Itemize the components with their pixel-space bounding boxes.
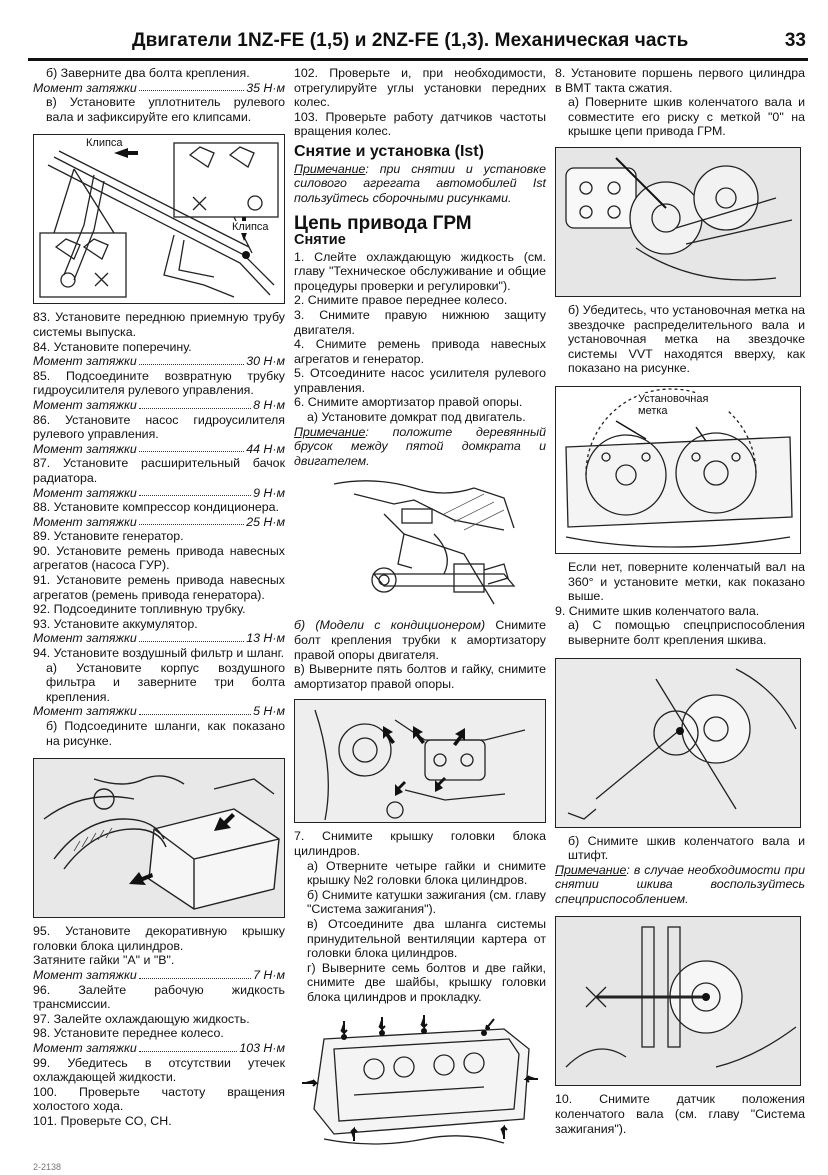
step-text: 97. Залейте охлаждающую жидкость. xyxy=(33,1011,250,1026)
step-text: 92. Подсоедините топливную трубку. xyxy=(33,602,246,617)
label-clip-top: Клипса xyxy=(86,137,123,150)
note: Примечание: положите деревянный брусок между пятой домкрата и двигателем. xyxy=(294,424,546,468)
figure-air-filter-drawing xyxy=(34,759,284,917)
step-text: 88. Установите компрессор кондиционера. xyxy=(33,500,279,515)
figure-head-cover-drawing xyxy=(294,1009,546,1149)
step-text: б) (Модели с кондиционером) Снимите болт крепления трубки к амортизатору правой опоры двигателя. xyxy=(294,618,546,662)
figure-clips xyxy=(33,134,285,304)
torque-spec: Момент затяжки 25 Н·м xyxy=(33,514,285,529)
step-text: б) Подсоедините шланги, как показано на рисунке. xyxy=(46,719,285,748)
figure-air-filter xyxy=(33,758,285,918)
step-text: 85. Подсоедините возвратную трубку гидроусилителя рулевого управления. xyxy=(33,368,285,398)
subheading-removal: Снятие xyxy=(294,231,346,248)
step-text: в) Отсоедините два шланга системы принудительной вентиляции картера от головки блока цилиндров. xyxy=(307,916,546,961)
step-text: 3. Снимите правую нижнюю защиту двигателя. xyxy=(294,307,546,337)
step-text: 9. Снимите шкив коленчатого вала. xyxy=(555,603,760,618)
step-text: г) Выверните семь болтов и две гайки, снимите две шайбы, крышку головки блока цилиндров и прокладку. xyxy=(307,960,546,1004)
figure-jack-drawing xyxy=(294,474,546,614)
torque-spec: Момент затяжки 9 Н·м xyxy=(33,485,285,500)
page-header xyxy=(28,24,808,61)
page-title: Двигатели 1NZ-FE (1,5) и 2NZ-FE (1,3). Механическая часть xyxy=(132,30,689,51)
step-text: а) Отверните четыре гайки и снимите крышку №2 головки блока цилиндров. xyxy=(307,858,546,888)
step-text: 90. Установите ремень привода навесных агрегатов (насоса ГУР). xyxy=(33,543,285,573)
step-text: 89. Установите генератор. xyxy=(33,529,184,544)
column-right xyxy=(555,66,805,1136)
figure-head-cover xyxy=(294,1009,546,1149)
torque-spec: Момент затяжки 35 Н·м xyxy=(33,80,285,95)
step-text: 91. Установите ремень привода навесных агрегатов (ремень привода генератора). xyxy=(33,573,285,602)
step-text: 86. Установите насос гидроусилителя рулевого управления. xyxy=(33,412,285,442)
figure-crank-pulley-mark xyxy=(555,147,801,297)
figure-puller xyxy=(555,916,801,1086)
torque-spec: Момент затяжки 5 Н·м xyxy=(33,704,285,719)
step-text: 96. Залейте рабочую жидкость трансмиссии. xyxy=(33,982,285,1012)
step-text: 2. Снимите правое переднее колесо. xyxy=(294,293,508,308)
label-clip-right: Клипса xyxy=(232,221,269,234)
step-text: б) Снимите шкив коленчатого вала и штифт. xyxy=(568,833,805,863)
figure-puller-drawing xyxy=(556,917,800,1085)
torque-spec: Момент затяжки 103 Н·м xyxy=(33,1040,285,1055)
figure-mount-bolts-drawing xyxy=(295,700,545,822)
column-middle xyxy=(294,66,546,1149)
step-text: 1. Слейте охлаждающую жидкость (см. главу "Техническое обслуживание и общие процедуры проверки и регулировки"). xyxy=(294,249,546,293)
step-text: 101. Проверьте CO, CH. xyxy=(33,1113,172,1128)
torque-spec: Момент затяжки 13 Н·м xyxy=(33,631,285,646)
step-text: 10. Снимите датчик положения коленчатого вала (см. главу "Система зажигания"). xyxy=(555,1092,805,1136)
step-text: 87. Установите расширительный бачок радиатора. xyxy=(33,456,285,485)
step-text: 6. Снимите амортизатор правой опоры. xyxy=(294,395,523,410)
figure-pulley-bolt-drawing xyxy=(556,659,800,827)
page-number: 33 xyxy=(784,30,806,51)
step-text: 83. Установите переднюю приемную трубу системы выпуска. xyxy=(33,310,285,339)
step-text: б) Заверните два болта крепления. xyxy=(46,66,250,80)
figure-mount-bolts xyxy=(294,699,546,823)
page-footer-code: 2-2138 xyxy=(33,1162,62,1172)
figure-timing-marks xyxy=(555,386,801,554)
figure-jack xyxy=(294,474,546,614)
step-text: а) Установите домкрат под двигатель. xyxy=(307,410,526,425)
step-text: а) Поверните шкив коленчатого вала и совместите его риску с меткой "0" на крышке цепи привода ГРМ. xyxy=(568,95,805,139)
step-text: 94. Установите воздушный фильтр и шланг. xyxy=(33,646,285,661)
step-text: 8. Установите поршень первого цилиндра в ВМТ такта сжатия. xyxy=(555,66,805,95)
step-text: 103. Проверьте работу датчиков частоты вращения колес. xyxy=(294,109,546,139)
column-left xyxy=(33,66,285,1129)
step-text: 95. Установите декоративную крышку головки блока цилиндров. xyxy=(33,924,285,953)
step-text: б) Убедитесь, что установочная метка на звездочке распределительного вала и установочная метка на звездочке системы VVT находятся вверху, как показано на рисунке. xyxy=(568,302,805,376)
figure-pulley-bolt xyxy=(555,658,801,828)
figure-crank-pulley-drawing xyxy=(556,148,800,296)
note: Примечание: при снятии и установке силового агрегата автомобилей Ist пользуйтесь сборочными рисунками. xyxy=(294,161,546,205)
step-text: в) Установите уплотнитель рулевого вала и зафиксируйте его клипсами. xyxy=(46,95,285,124)
step-text: Затяните гайки "A" и "B". xyxy=(33,953,175,968)
step-text: 100. Проверьте частоту вращения холостого хода. xyxy=(33,1084,285,1114)
step-text: 99. Убедитесь в отсутствии утечек охлаждающей жидкости. xyxy=(33,1055,285,1085)
section-heading-ist: Снятие и установка (Ist) xyxy=(294,142,484,160)
step-text: Если нет, поверните коленчатый вал на 360° и установите метки, как показано выше. xyxy=(568,559,805,604)
step-text: 84. Установите поперечину. xyxy=(33,339,192,354)
torque-spec: Момент затяжки 30 Н·м xyxy=(33,354,285,369)
step-text: 5. Отсоедините насос усилителя рулевого управления. xyxy=(294,366,546,395)
step-text: а) Установите корпус воздушного фильтра и заверните три болта крепления. xyxy=(46,660,285,704)
chapter-heading: Цепь привода ГРМ xyxy=(294,213,472,235)
torque-spec: Момент затяжки 8 Н·м xyxy=(33,397,285,412)
torque-spec: Момент затяжки 7 Н·м xyxy=(33,967,285,982)
torque-spec: Момент затяжки 44 Н·м xyxy=(33,441,285,456)
label-timing-mark: Установочная метка xyxy=(638,393,728,417)
step-text: а) С помощью спецприспособления выверните болт крепления шкива. xyxy=(568,618,805,647)
step-text: 4. Снимите ремень привода навесных агрегатов и генератор. xyxy=(294,337,546,366)
step-text: 102. Проверьте и, при необходимости, отрегулируйте углы установки передних колес. xyxy=(294,66,546,110)
figure-clips-drawing xyxy=(34,135,284,303)
step-text: 7. Снимите крышку головки блока цилиндров. xyxy=(294,829,546,858)
step-text: б) Снимите катушки зажигания (см. главу "Система зажигания"). xyxy=(307,887,546,917)
note: Примечание: в случае необходимости при снятии шкива воспользуйтесь спецприспособлением. xyxy=(555,862,805,906)
step-text: 98. Установите переднее колесо. xyxy=(33,1026,224,1041)
step-text: 93. Установите аккумулятор. xyxy=(33,616,198,631)
step-text: в) Выверните пять болтов и гайку, снимите амортизатор правой опоры. xyxy=(294,662,546,691)
